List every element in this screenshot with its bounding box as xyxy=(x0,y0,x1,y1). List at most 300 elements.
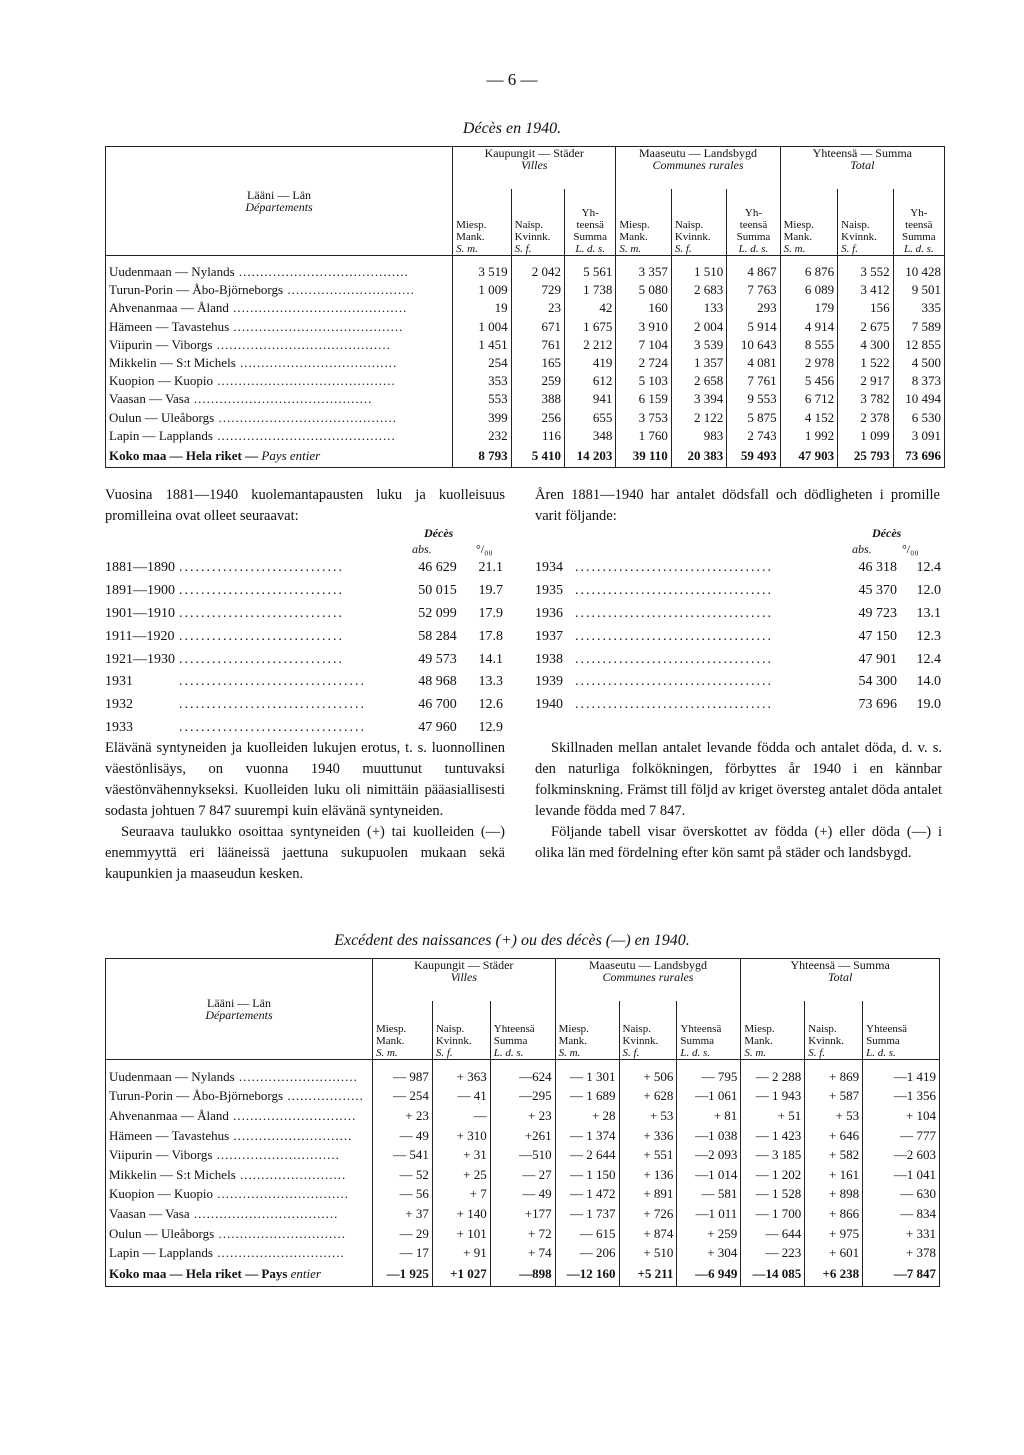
region-label: Ahvenanmaa — Åland xyxy=(109,300,229,316)
permille-label-right: °/₀₀ xyxy=(902,542,919,556)
year-row xyxy=(533,603,943,626)
value-cell: + 551 xyxy=(619,1145,677,1165)
year-deaths: 45 370 xyxy=(858,583,897,599)
total-value: 20 383 xyxy=(671,445,726,467)
value-cell: — 1 700 xyxy=(741,1204,805,1224)
year-period: 1936 xyxy=(535,605,563,621)
year-deaths: 47 960 xyxy=(418,719,457,735)
value-cell: — 56 xyxy=(372,1185,432,1205)
leader-dots: ........................................ xyxy=(229,318,404,334)
value-cell: 5 080 xyxy=(616,281,671,299)
leader-dots: .................................. xyxy=(179,697,366,713)
leader-dots: .................................... xyxy=(575,697,773,713)
value-cell: —1 038 xyxy=(677,1126,741,1146)
col-sum-header xyxy=(727,189,780,255)
total-value: —7 847 xyxy=(863,1263,940,1287)
value-cell: 348 xyxy=(565,427,616,445)
region-name xyxy=(106,1185,373,1205)
value-cell: 3 910 xyxy=(616,318,671,336)
col2-header-line: Kvinnk. xyxy=(622,1034,659,1047)
year-period: 1938 xyxy=(535,651,563,667)
col2-header-line: S. m. xyxy=(375,1046,398,1059)
region-label: Viipurin — Viborgs xyxy=(109,336,213,352)
col2-header-line: Kvinnk. xyxy=(435,1034,472,1047)
value-cell: — 777 xyxy=(863,1126,940,1146)
leader-dots: .............................. xyxy=(179,651,344,667)
table-row xyxy=(106,1165,940,1185)
value-cell: 335 xyxy=(893,299,944,317)
col-women-fr: S. f. xyxy=(674,242,692,255)
value-cell: —2 093 xyxy=(677,1145,741,1165)
col-women-header xyxy=(838,189,893,255)
leader-dots: .................................. xyxy=(189,1205,339,1221)
excess-table xyxy=(105,958,940,1287)
year-row xyxy=(533,557,943,580)
value-cell: 12 855 xyxy=(893,336,944,354)
group-rural-fr: Communes rurales xyxy=(652,158,744,172)
value-cell: 10 643 xyxy=(727,336,780,354)
group2-rural-fr: Communes rurales xyxy=(602,970,694,984)
total-value: +1 027 xyxy=(432,1263,490,1287)
table-row xyxy=(106,427,945,445)
year-deaths: 49 573 xyxy=(418,651,457,667)
value-cell: — 834 xyxy=(863,1204,940,1224)
text-fi-intro: Vuosina 1881—1940 kuolemantapausten luku ja kuolleisuus promilleina ovat olleet seuraavat: xyxy=(105,487,505,524)
col2-header-line: S. f. xyxy=(435,1046,453,1059)
total-value: 14 203 xyxy=(565,445,616,467)
value-cell: — 1 202 xyxy=(741,1165,805,1185)
year-rate: 19.0 xyxy=(916,697,941,713)
value-cell: 9 501 xyxy=(893,281,944,299)
region-label: Oulun — Uleåborgs xyxy=(109,409,215,425)
leader-dots: ......................................... xyxy=(228,300,408,316)
leader-dots: .................. xyxy=(283,1088,364,1104)
year-period: 1921—1930 xyxy=(105,651,175,667)
value-cell: 2 004 xyxy=(671,318,726,336)
total-label-fr: Pays entier xyxy=(261,447,321,463)
abs-label-left: abs. xyxy=(412,542,432,556)
value-cell: 3 753 xyxy=(616,409,671,427)
leader-dots: ............................. xyxy=(212,1147,340,1163)
value-cell: + 104 xyxy=(863,1106,940,1126)
year-deaths: 46 700 xyxy=(418,697,457,713)
col2-header-line: Miesp. xyxy=(744,1022,775,1035)
leader-dots: ............................... xyxy=(213,1186,349,1202)
year-row xyxy=(103,671,505,694)
value-cell: 7 589 xyxy=(893,318,944,336)
value-cell: 1 099 xyxy=(838,427,893,445)
col-sum-fr: L. d. s. xyxy=(738,242,769,255)
value-cell: —295 xyxy=(490,1087,555,1107)
leader-dots: .............................. xyxy=(179,560,344,576)
text-sv-paragraph-2: Följande tabell visar överskottet av födda (+) eller döda (—) i olika län med fördelning efter kön samt på städer och landsbygd. xyxy=(535,824,942,861)
value-cell: —1 011 xyxy=(677,1204,741,1224)
col-men-fr: S. m. xyxy=(456,242,478,255)
region-name xyxy=(106,1204,373,1224)
region-name xyxy=(106,1224,373,1244)
year-rate: 21.1 xyxy=(478,560,503,576)
year-rate: 14.1 xyxy=(478,651,503,667)
value-cell: 4 081 xyxy=(727,354,780,372)
value-cell: 1 738 xyxy=(565,281,616,299)
value-cell: — 615 xyxy=(555,1224,619,1244)
value-cell: 7 761 xyxy=(727,372,780,390)
year-period: 1935 xyxy=(535,583,563,599)
value-cell: 5 456 xyxy=(780,372,838,390)
value-cell: 7 763 xyxy=(727,281,780,299)
value-cell: — 987 xyxy=(372,1067,432,1087)
value-cell: — 223 xyxy=(741,1243,805,1263)
region-label: Vaasan — Vasa xyxy=(109,391,190,407)
value-cell: + 7 xyxy=(432,1185,490,1205)
col-men-fr: S. m. xyxy=(619,242,642,255)
year-row xyxy=(533,648,943,671)
value-cell: — 27 xyxy=(490,1165,555,1185)
value-cell: 19 xyxy=(453,299,512,317)
leader-dots: ........................................ xyxy=(234,264,409,280)
value-cell: 23 xyxy=(511,299,564,317)
year-rate: 17.9 xyxy=(478,605,503,621)
value-cell: —1 041 xyxy=(863,1165,940,1185)
col2-header-line: Mank. xyxy=(375,1034,405,1047)
col2-header-line: L. d. s. xyxy=(866,1046,896,1059)
table-row xyxy=(106,263,945,281)
total-value: 39 110 xyxy=(616,445,671,467)
value-cell: 419 xyxy=(565,354,616,372)
region-name xyxy=(106,1165,373,1185)
value-cell: + 31 xyxy=(432,1145,490,1165)
group2-rural: Maaseutu — Landsbygd xyxy=(588,958,707,972)
year-row xyxy=(103,694,505,717)
total-row xyxy=(106,445,945,467)
value-cell: 353 xyxy=(453,372,512,390)
col2-men-header xyxy=(555,1001,619,1059)
year-deaths: 50 015 xyxy=(418,583,457,599)
col-sum-header xyxy=(893,189,944,255)
year-row xyxy=(103,625,505,648)
col-women-header xyxy=(671,189,726,255)
value-cell: + 331 xyxy=(863,1224,940,1244)
region-name xyxy=(106,427,453,445)
year-period: 1937 xyxy=(535,628,563,644)
year-rate: 12.0 xyxy=(916,583,941,599)
text-sv-body xyxy=(535,738,942,864)
value-cell: 1 522 xyxy=(838,354,893,372)
region-label: Mikkelin — S:t Michels xyxy=(109,355,236,371)
year-period: 1934 xyxy=(535,560,563,576)
region-name xyxy=(106,1067,373,1087)
year-deaths: 49 723 xyxy=(858,605,897,621)
value-cell: 7 104 xyxy=(616,336,671,354)
year-row xyxy=(533,694,943,717)
year-deaths: 73 696 xyxy=(858,697,897,713)
dep-header-2-fr: Départements xyxy=(205,1007,273,1022)
value-cell: + 891 xyxy=(619,1185,677,1205)
value-cell: 3 782 xyxy=(838,390,893,408)
region-label: Oulun — Uleåborgs xyxy=(109,1225,215,1241)
total-label-main: Koko maa — Hela riket — Pays xyxy=(109,1266,288,1282)
deces-label-left: Décès xyxy=(424,526,454,540)
value-cell: — 644 xyxy=(741,1224,805,1244)
col-men-fi: Miesp. xyxy=(456,218,487,231)
value-cell: +177 xyxy=(490,1204,555,1224)
region-name xyxy=(106,354,453,372)
value-cell: 612 xyxy=(565,372,616,390)
value-cell: 1 992 xyxy=(780,427,838,445)
year-row xyxy=(103,717,505,740)
col-sum-sv: Summa xyxy=(573,230,607,243)
dep-header-fr: Départements xyxy=(245,199,313,214)
value-cell: 2 122 xyxy=(671,409,726,427)
value-cell: — 3 185 xyxy=(741,1145,805,1165)
col-women-fr: S. f. xyxy=(514,242,532,255)
value-cell: + 601 xyxy=(805,1243,863,1263)
col2-header-line: Miesp. xyxy=(375,1022,407,1035)
value-cell: 160 xyxy=(616,299,671,317)
value-cell: 6 530 xyxy=(893,409,944,427)
year-rate: 12.3 xyxy=(916,628,941,644)
region-name xyxy=(106,390,453,408)
table-row xyxy=(106,1243,940,1263)
value-cell: — 41 xyxy=(432,1087,490,1107)
value-cell: 2 658 xyxy=(671,372,726,390)
region-label: Uudenmaan — Nylands xyxy=(109,264,235,280)
group2-cities: Kaupungit — Städer xyxy=(414,958,514,972)
total-label xyxy=(106,445,453,467)
value-cell: 2 724 xyxy=(616,354,671,372)
table2-title: Excédent des naissances (+) ou des décès (—) en 1940. xyxy=(334,932,690,949)
value-cell: 3 091 xyxy=(893,427,944,445)
total-value: +5 211 xyxy=(619,1263,677,1287)
text-sv-intro: Åren 1881—1940 har antalet dödsfall och dödligheten i promille varit följande: xyxy=(535,487,940,524)
value-cell: — 1 472 xyxy=(555,1185,619,1205)
col-men-fi: Miesp. xyxy=(783,218,814,231)
col2-header-line: S. f. xyxy=(622,1046,640,1059)
total-value: —12 160 xyxy=(555,1263,619,1287)
col2-women-header xyxy=(432,1001,490,1059)
leader-dots: .......................................... xyxy=(214,409,397,425)
year-period: 1901—1910 xyxy=(105,605,175,621)
value-cell: + 582 xyxy=(805,1145,863,1165)
value-cell: + 53 xyxy=(619,1106,677,1126)
group-rural: Maaseutu — Landsbygd xyxy=(639,146,757,160)
region-label: Lapin — Lapplands xyxy=(109,1245,213,1261)
value-cell: + 898 xyxy=(805,1185,863,1205)
value-cell: + 23 xyxy=(372,1106,432,1126)
total-value: 59 493 xyxy=(727,445,780,467)
value-cell: 9 553 xyxy=(727,390,780,408)
value-cell: 3 394 xyxy=(671,390,726,408)
col-women-fi: Naisp. xyxy=(674,218,704,231)
leader-dots: .............................. xyxy=(179,605,344,621)
region-name xyxy=(106,299,453,317)
years-table-right xyxy=(533,557,943,717)
value-cell: 3 412 xyxy=(838,281,893,299)
col-men-sv: Mank. xyxy=(783,230,813,243)
year-period: 1891—1900 xyxy=(105,583,175,599)
leader-dots: .................................... xyxy=(575,651,773,667)
leader-dots: .................................... xyxy=(575,560,773,576)
value-cell: 8 373 xyxy=(893,372,944,390)
value-cell: + 628 xyxy=(619,1087,677,1107)
leader-dots: .................................... xyxy=(575,674,773,690)
col-sum-header xyxy=(565,189,616,255)
value-cell: +261 xyxy=(490,1126,555,1146)
leader-dots: ............................. xyxy=(228,1107,357,1123)
total-row xyxy=(106,1263,940,1287)
value-cell: — 541 xyxy=(372,1145,432,1165)
value-cell: 256 xyxy=(511,409,564,427)
year-row xyxy=(103,557,505,580)
total-value: 5 410 xyxy=(511,445,564,467)
value-cell: 6 876 xyxy=(780,263,838,281)
col-sum-fr: L. d. s. xyxy=(575,242,606,255)
leader-dots: .............................. xyxy=(179,628,344,644)
value-cell: 4 152 xyxy=(780,409,838,427)
table-row xyxy=(106,281,945,299)
value-cell: — 1 737 xyxy=(555,1204,619,1224)
leader-dots: .................................... xyxy=(575,605,773,621)
year-rate: 12.4 xyxy=(916,651,941,667)
region-label: Kuopion — Kuopio xyxy=(109,373,213,389)
region-label: Viipurin — Viborgs xyxy=(109,1147,213,1163)
value-cell: 5 561 xyxy=(565,263,616,281)
group-total: Yhteensä — Summa xyxy=(812,146,912,160)
table-row xyxy=(106,1204,940,1224)
leader-dots: .................................. xyxy=(179,674,366,690)
col2-header-line: Naisp. xyxy=(622,1022,651,1035)
region-name xyxy=(106,1106,373,1126)
col2-header-line: S. m. xyxy=(744,1046,767,1059)
value-cell: + 140 xyxy=(432,1204,490,1224)
value-cell: + 646 xyxy=(805,1126,863,1146)
leader-dots: .............................. xyxy=(283,282,415,298)
deaths-table xyxy=(105,146,945,468)
value-cell: + 363 xyxy=(432,1067,490,1087)
total-value: 73 696 xyxy=(893,445,944,467)
total-value: 25 793 xyxy=(838,445,893,467)
leader-dots: ..................................... xyxy=(235,355,398,371)
value-cell: 3 539 xyxy=(671,336,726,354)
value-cell: 179 xyxy=(780,299,838,317)
value-cell: + 28 xyxy=(555,1106,619,1126)
group2-total-fr: Total xyxy=(828,970,853,984)
value-cell: — 630 xyxy=(863,1185,940,1205)
total-value: 47 903 xyxy=(780,445,838,467)
region-label: Ahvenanmaa — Åland xyxy=(109,1107,229,1123)
value-cell: + 37 xyxy=(372,1204,432,1224)
table-row xyxy=(106,1106,940,1126)
col-men-header xyxy=(616,189,671,255)
value-cell: 2 917 xyxy=(838,372,893,390)
region-name xyxy=(106,336,453,354)
value-cell: + 506 xyxy=(619,1067,677,1087)
col-sum-fi1: Yh- xyxy=(910,206,928,219)
leader-dots: .................................... xyxy=(575,583,773,599)
col-men-sv: Mank. xyxy=(619,230,648,243)
year-deaths: 46 318 xyxy=(858,560,897,576)
total-value: 8 793 xyxy=(453,445,512,467)
col2-header-line: S. m. xyxy=(558,1046,581,1059)
col-men-header xyxy=(780,189,838,255)
year-period: 1933 xyxy=(105,719,133,735)
table-row xyxy=(106,1224,940,1244)
value-cell: 3 519 xyxy=(453,263,512,281)
region-label: Turun-Porin — Åbo-Björneborgs xyxy=(109,282,284,298)
value-cell: 6 712 xyxy=(780,390,838,408)
total-value: —6 949 xyxy=(677,1263,741,1287)
value-cell: — 1 374 xyxy=(555,1126,619,1146)
value-cell: 6 089 xyxy=(780,281,838,299)
col2-header-line: L. d. s. xyxy=(493,1046,524,1059)
value-cell: 399 xyxy=(453,409,512,427)
col-women-sv: Kvinnk. xyxy=(674,230,711,243)
value-cell: 2 675 xyxy=(838,318,893,336)
table-row xyxy=(106,1087,940,1107)
value-cell: 671 xyxy=(511,318,564,336)
year-row xyxy=(103,603,505,626)
value-cell: 1 675 xyxy=(565,318,616,336)
value-cell: — 1 150 xyxy=(555,1165,619,1185)
value-cell: + 869 xyxy=(805,1067,863,1087)
year-rate: 17.8 xyxy=(478,628,503,644)
value-cell: — 1 943 xyxy=(741,1087,805,1107)
year-deaths: 46 629 xyxy=(418,560,457,576)
col-men-sv: Mank. xyxy=(456,230,485,243)
value-cell: + 72 xyxy=(490,1224,555,1244)
value-cell: — 254 xyxy=(372,1087,432,1107)
leader-dots: ............................ xyxy=(229,1127,353,1143)
region-name xyxy=(106,1145,373,1165)
value-cell: 5 103 xyxy=(616,372,671,390)
value-cell: + 81 xyxy=(677,1106,741,1126)
value-cell: 165 xyxy=(511,354,564,372)
year-period: 1911—1920 xyxy=(105,628,175,644)
value-cell: 553 xyxy=(453,390,512,408)
year-row xyxy=(533,580,943,603)
col2-men-header xyxy=(741,1001,805,1059)
permille-label-left: °/₀₀ xyxy=(476,542,493,556)
region-label: Hämeen — Tavastehus xyxy=(109,318,230,334)
value-cell: 729 xyxy=(511,281,564,299)
value-cell: — 2 288 xyxy=(741,1067,805,1087)
year-deaths: 54 300 xyxy=(858,674,897,690)
col-sum-fr: L. d. s. xyxy=(903,242,934,255)
total-value: +6 238 xyxy=(805,1263,863,1287)
value-cell: 5 914 xyxy=(727,318,780,336)
total-value: —14 085 xyxy=(741,1263,805,1287)
col-men-header xyxy=(453,189,512,255)
value-cell: — 795 xyxy=(677,1067,741,1087)
col2-header-line: Summa xyxy=(866,1034,900,1047)
value-cell: + 91 xyxy=(432,1243,490,1263)
leader-dots: .............................. xyxy=(179,583,344,599)
year-deaths: 48 968 xyxy=(418,674,457,690)
region-label: Turun-Porin — Åbo-Björneborgs xyxy=(109,1088,284,1104)
value-cell: 2 683 xyxy=(671,281,726,299)
text-fi-paragraph-2: Seuraava taulukko osoittaa syntyneiden (+) tai kuolleiden (—) enemmyyttä eri lääneissä jaettuna sukupuolen mukaan sekä kaupunkien ja maaseudun kesken. xyxy=(105,824,505,882)
col-women-sv: Kvinnk. xyxy=(514,230,551,243)
value-cell: 232 xyxy=(453,427,512,445)
leader-dots: ......................................... xyxy=(212,336,391,352)
value-cell: — 17 xyxy=(372,1243,432,1263)
col2-header-line: Summa xyxy=(493,1034,528,1047)
value-cell: + 136 xyxy=(619,1165,677,1185)
value-cell: —1 419 xyxy=(863,1067,940,1087)
value-cell: + 336 xyxy=(619,1126,677,1146)
year-period: 1931 xyxy=(105,674,133,690)
value-cell: 983 xyxy=(671,427,726,445)
